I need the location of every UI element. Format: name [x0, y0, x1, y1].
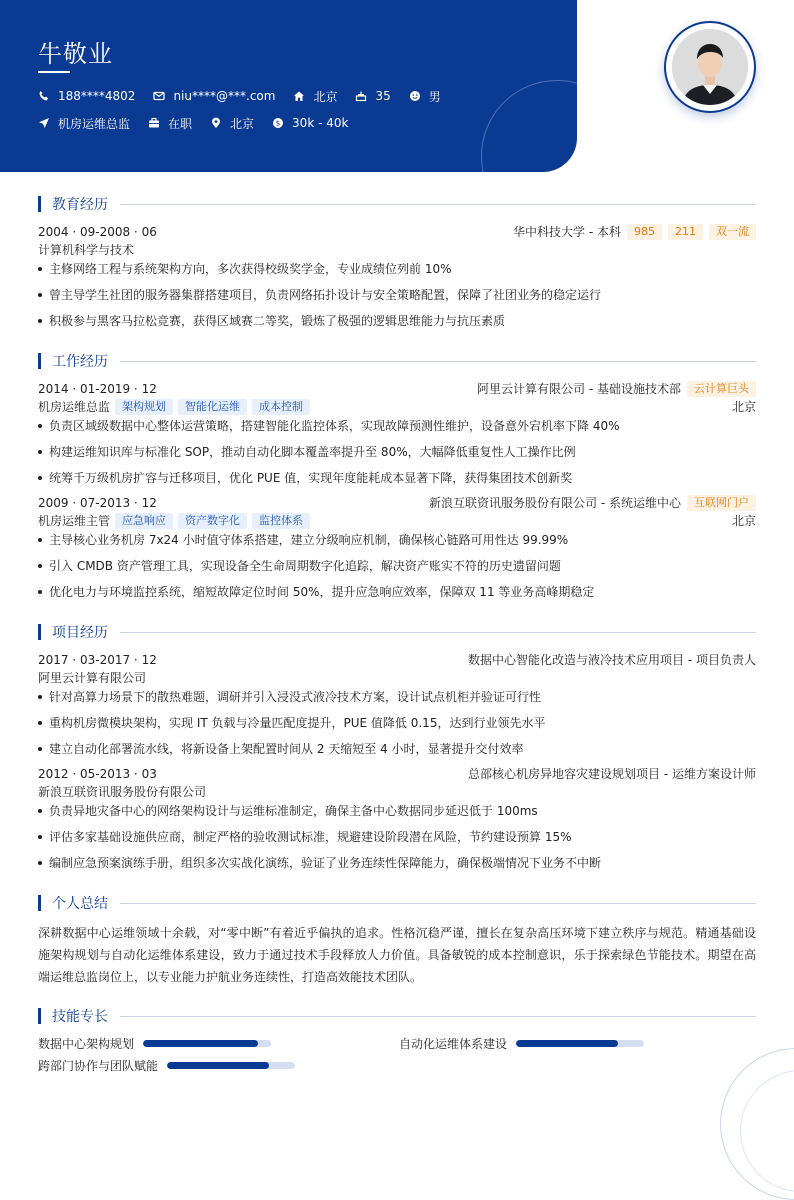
list-item: 统筹千万级机房扩容与迁移项目，优化 PUE 值，实现年度能耗成本显著下降，获得集团技术创新奖 — [38, 470, 756, 487]
project-name: 数据中心智能化改造与液冷技术应用项目 - 项目负责人 — [468, 653, 756, 667]
list-item: 建立自动化部署流水线，将新设备上架配置时间从 2 天缩短至 4 小时，显著提升交付效率 — [38, 741, 756, 758]
age-item — [355, 89, 390, 103]
skill-bar — [167, 1062, 295, 1069]
list-item: 编制应急预案演练手册，组织多次实战化演练，验证了业务连续性保障能力，确保极端情况下业务不中断 — [38, 855, 756, 872]
section-education — [38, 195, 756, 213]
section-summary — [38, 894, 756, 912]
section-marker — [38, 353, 41, 369]
status-text: 在职 — [168, 116, 193, 131]
contact-row — [38, 87, 459, 105]
skill-tag: 成本控制 — [252, 399, 310, 415]
work-title-group — [38, 398, 310, 415]
work-city-text: 北京 — [230, 116, 255, 131]
project-name: 总部核心机房异地容灾建设规划项目 - 运维方案设计师 — [468, 767, 756, 781]
education-major-row — [38, 241, 756, 258]
work-header — [38, 380, 756, 397]
section-work — [38, 352, 756, 370]
salary-icon — [272, 117, 284, 129]
candidate-name: 牛敬业 — [38, 40, 113, 68]
section-divider — [120, 1016, 756, 1017]
section-title-projects: 项目经历 — [52, 625, 108, 641]
education-school-group — [513, 223, 756, 240]
avatar-frame — [664, 21, 756, 113]
work-company: 新浪互联资讯服务股份有限公司 - 系统运维中心 — [429, 496, 681, 510]
section-divider — [120, 903, 756, 904]
school-tag: 211 — [668, 224, 703, 240]
list-item: 引入 CMDB 资产管理工具，实现设备全生命周期数字化追踪，解决资产账实不符的历史遗留问题 — [38, 558, 756, 575]
skill-tag: 监控体系 — [252, 513, 310, 529]
gender-icon — [409, 90, 421, 102]
section-skills — [38, 1007, 756, 1025]
project-company: 阿里云计算有限公司 — [38, 671, 147, 685]
job-row — [38, 114, 366, 132]
list-item: 构建运维知识库与标准化 SOP，推动自动化脚本覆盖率提升至 80%，大幅降低重复性人工操作比例 — [38, 444, 756, 461]
project-period: 2017 · 03-2017 · 12 — [38, 652, 157, 667]
work-period: 2014 · 01-2019 · 12 — [38, 381, 157, 396]
education-major: 计算机科学与技术 — [38, 243, 135, 257]
section-marker — [38, 895, 41, 911]
phone-item — [38, 89, 135, 103]
section-divider — [120, 361, 756, 362]
salary-text: 30k - 40k — [292, 116, 349, 130]
company-tag: 云计算巨头 — [687, 381, 756, 397]
skill-tag: 架构规划 — [115, 399, 173, 415]
project-company-row — [38, 783, 756, 800]
skill-bar — [516, 1040, 644, 1047]
list-item: 优化电力与环境监控系统，缩短故障定位时间 50%，提升应急响应效率，保障双 11 等业务高峰期稳定 — [38, 584, 756, 601]
work-title-row — [38, 398, 756, 415]
company-tag: 互联网门户 — [687, 495, 756, 511]
work-title: 机房运维总监 — [38, 400, 111, 414]
skill-name: 自动化运维体系建设 — [399, 1037, 508, 1051]
salary-item — [272, 116, 348, 130]
skill-tag: 智能化运维 — [178, 399, 247, 415]
skill-bar-fill — [167, 1062, 269, 1069]
list-item: 评估多家基础设施供应商，制定严格的验收测试标准，规避建设阶段潜在风险，节约建设预算 15% — [38, 829, 756, 846]
section-divider — [120, 632, 756, 633]
list-item: 重构机房微模块架构，实现 IT 负载与冷量匹配度提升，PUE 值降低 0.15，达到行业领先水平 — [38, 715, 756, 732]
list-item: 主修网络工程与系统架构方向，多次获得校级奖学金，专业成绩位列前 10% — [38, 261, 756, 278]
work-company: 阿里云计算有限公司 - 基础设施技术部 — [477, 382, 681, 396]
email-item — [153, 89, 275, 103]
phone-icon — [38, 90, 50, 102]
send-icon — [38, 117, 50, 129]
home-icon — [293, 90, 305, 102]
position-text: 机房运维总监 — [58, 116, 131, 131]
phone-text: 188****4802 — [58, 89, 136, 103]
age-text: 35 — [375, 89, 391, 103]
work-company-group — [477, 380, 756, 397]
skill-item — [399, 1035, 644, 1052]
section-marker — [38, 196, 41, 212]
skill-tag: 资产数字化 — [178, 513, 247, 529]
list-item: 主导核心业务机房 7x24 小时值守体系搭建，建立分级响应机制，确保核心链路可用性达 99.99% — [38, 532, 756, 549]
school-tag: 985 — [627, 224, 662, 240]
project-period: 2012 · 05-2013 · 03 — [38, 766, 157, 781]
decorative-circle — [481, 80, 577, 172]
list-item: 负责区域级数据中心整体运营策略，搭建智能化监控体系，实现故障预测性维护，设备意外宕机率下降 40% — [38, 418, 756, 435]
work-period: 2009 · 07-2013 · 12 — [38, 495, 157, 510]
section-marker — [38, 1008, 41, 1024]
list-item: 曾主导学生社团的服务器集群搭建项目，负责网络拓扑设计与安全策略配置，保障了社团业务的稳定运行 — [38, 287, 756, 304]
project-company-row — [38, 669, 756, 686]
section-title-work: 工作经历 — [52, 354, 108, 370]
project-header — [38, 651, 756, 668]
education-header — [38, 223, 756, 240]
section-title-summary: 个人总结 — [52, 896, 108, 912]
work-city: 北京 — [731, 514, 756, 528]
section-projects — [38, 623, 756, 641]
work-company-group — [429, 494, 756, 511]
skill-tag: 应急响应 — [115, 513, 173, 529]
summary-text: 深耕数据中心运维领域十余载，对“零中断”有着近乎偏执的追求。性格沉稳严谨，擅长在复杂高压环境下建立秩序与规范。精通基础设施架构规划与自动化运维体系建设，致力于通过技术手段释放人力价值。具备敏锐的成本控制意识，乐于探索绿色节能技术。期望在高端运维总监岗位上，以专业能力护航业务连续性，打造高效能技术团队。 — [38, 926, 756, 984]
section-divider — [120, 204, 756, 205]
skill-name: 数据中心架构规划 — [38, 1037, 135, 1051]
status-item — [148, 115, 192, 132]
gender-text: 男 — [428, 89, 441, 104]
work-title-row — [38, 512, 756, 529]
list-item: 负责异地灾备中心的网络架构设计与运维标准制定，确保主备中心数据同步延迟低于 100ms — [38, 803, 756, 820]
skill-item — [38, 1057, 295, 1074]
work-title-group — [38, 512, 310, 529]
section-marker — [38, 624, 41, 640]
svg-text:$: $ — [275, 119, 281, 128]
education-period: 2004 · 09-2008 · 06 — [38, 224, 157, 239]
skill-name: 跨部门协作与团队赋能 — [38, 1059, 159, 1073]
position-item — [38, 115, 130, 132]
section-title-education: 教育经历 — [52, 197, 108, 213]
city-item — [293, 88, 337, 105]
gender-item — [409, 88, 441, 105]
school-tag: 双一流 — [709, 224, 756, 240]
cake-icon — [355, 90, 367, 102]
briefcase-icon — [148, 117, 160, 129]
skill-bar — [143, 1040, 271, 1047]
work-header — [38, 494, 756, 511]
education-school: 华中科技大学 - 本科 — [513, 225, 621, 239]
city-text: 北京 — [313, 89, 338, 104]
work-title: 机房运维主管 — [38, 514, 111, 528]
work-city-item — [210, 115, 254, 132]
location-icon — [210, 117, 222, 129]
skill-item — [38, 1035, 271, 1052]
section-title-skills: 技能专长 — [52, 1009, 108, 1025]
list-item: 积极参与黑客马拉松竞赛，获得区域赛二等奖，锻炼了极强的逻辑思维能力与抗压素质 — [38, 313, 756, 330]
project-header — [38, 765, 756, 782]
avatar — [672, 29, 748, 105]
name-underline — [38, 71, 70, 73]
header-banner — [0, 0, 577, 172]
project-company: 新浪互联资讯服务股份有限公司 — [38, 785, 207, 799]
email-text: niu****@***.com — [173, 89, 276, 103]
mail-icon — [153, 90, 165, 102]
skill-bar-fill — [516, 1040, 618, 1047]
list-item: 针对高算力场景下的散热难题，调研并引入浸没式液冷技术方案，设计试点机柜并验证可行性 — [38, 689, 756, 706]
skill-bar-fill — [143, 1040, 258, 1047]
work-city: 北京 — [731, 400, 756, 414]
